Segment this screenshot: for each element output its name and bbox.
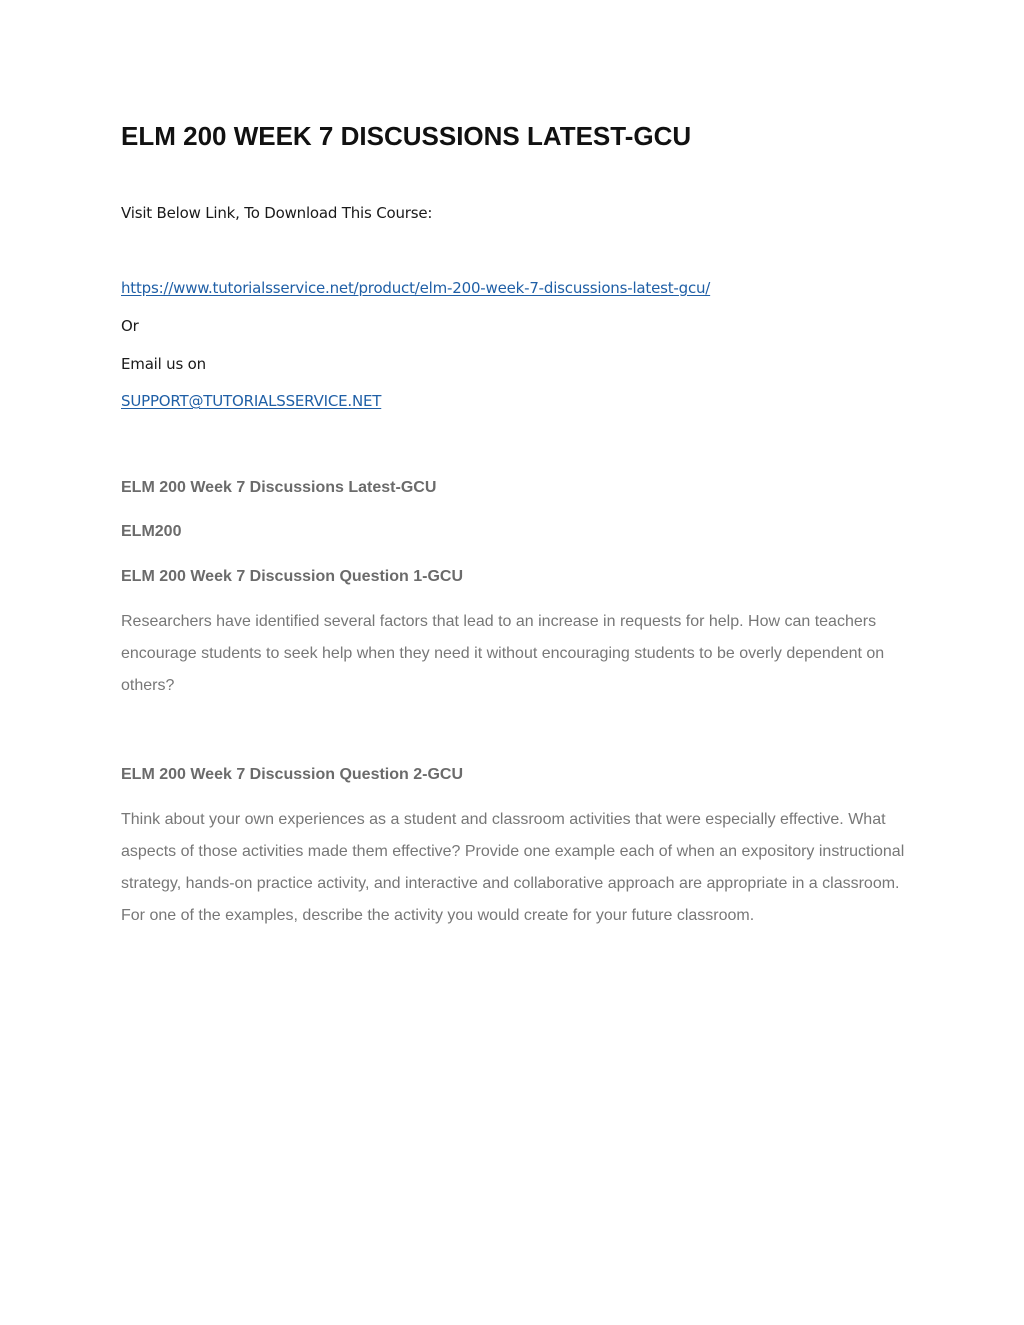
course-code: ELM200 (121, 523, 182, 540)
question-2-body: Think about your own experiences as a student and classroom activities that were especially effective. What aspects of those activities made them effective? Provide one example each of when an expository instructional strategy, hands-on practice activity, and interactive and collaborative approach are appropriate in a classroom. For one of the examples, describe the activity you would create for your future classroom. (121, 811, 905, 924)
document-title: ELM 200 WEEK 7 DISCUSSIONS LATEST-GCU (121, 121, 692, 151)
email-prompt: Email us on (121, 355, 206, 373)
section-heading: ELM 200 Week 7 Discussions Latest-GCU (121, 479, 437, 496)
support-email-link[interactable]: SUPPORT@TUTORIALSSERVICE.NET (121, 392, 382, 410)
question-1-body: Researchers have identified several factors that lead to an increase in requests for help. How can teachers encourage students to seek help when they need it without encouraging students to be overly dependent on others? (121, 613, 885, 694)
course-download-link[interactable]: https://www.tutorialsservice.net/product/elm-200-week-7-discussions-latest-gcu/ (121, 279, 711, 297)
visit-instruction: Visit Below Link, To Download This Course: (121, 204, 433, 222)
question-1-heading: ELM 200 Week 7 Discussion Question 1-GCU (121, 568, 464, 585)
or-text: Or (121, 317, 139, 335)
question-2-heading: ELM 200 Week 7 Discussion Question 2-GCU (121, 766, 464, 783)
